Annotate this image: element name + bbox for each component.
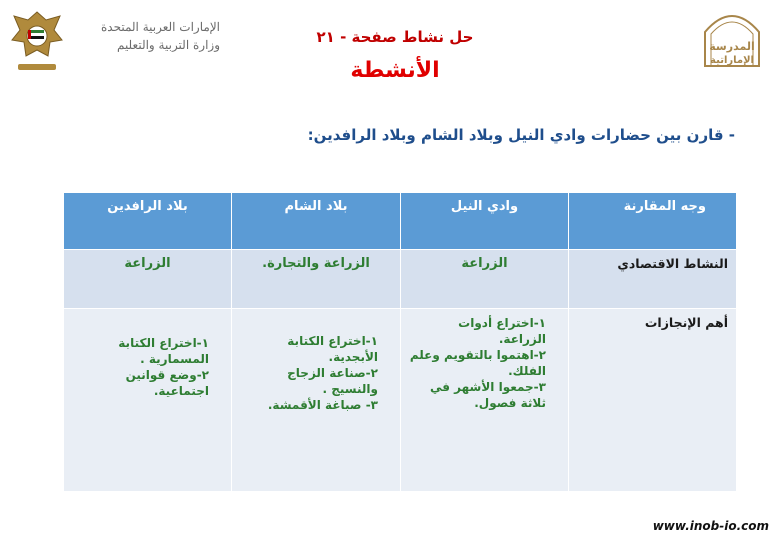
list-item: ٣- صباغة الأقمشة.	[267, 398, 378, 412]
school-logo-icon	[695, 6, 769, 70]
cell-mesopotamia-economy: الزراعة	[64, 250, 232, 309]
ministry-name	[70, 18, 220, 54]
school-logo-line-2: الإماراتية	[710, 55, 754, 66]
question-text: - قارن بين حضارات وادي النيل وبلاد الشام وبلاد الرافدين:	[307, 126, 735, 144]
uae-emblem-icon	[8, 6, 66, 76]
list-item: ٣-جمعوا الأشهر في ثلاثة فصول.	[429, 380, 546, 410]
ministry-line-1: الإمارات العربية المتحدة	[101, 20, 220, 34]
list-item: ٢-وضع قوانين اجتماعية.	[125, 368, 209, 398]
list-item: ١-اختراع الكتابة الأبجدية.	[287, 334, 378, 364]
ministry-line-2: وزارة التربية والتعليم	[116, 38, 220, 52]
cell-nile-economy: الزراعة	[401, 250, 569, 309]
cell-nile-achievements	[401, 309, 569, 492]
header-comparison-aspect: وجه المقارنة	[569, 193, 737, 250]
list-item: ١-اختراع أدوات الزراعة.	[458, 316, 546, 346]
cell-levant-economy: الزراعة والتجارة.	[232, 250, 401, 309]
row-label-achievements: أهم الإنجازات	[569, 309, 737, 492]
list-item: ١-اختراع الكتابة المسمارية .	[118, 336, 209, 366]
header-mesopotamia: بلاد الرافدين	[64, 193, 232, 250]
header-nile-valley: وادي النيل	[401, 193, 569, 250]
table-header-row	[64, 193, 737, 250]
school-logo-line-1: المدرسة	[709, 40, 755, 53]
list-item: ٢-اهتموا بالتقويم وعلم الفلك.	[409, 348, 546, 378]
header-levant: بلاد الشام	[232, 193, 401, 250]
page-title: حل نشاط صفحة - ٢١	[316, 28, 474, 46]
table-row	[64, 250, 737, 309]
row-label-economic-activity: النشاط الاقتصادي	[569, 250, 737, 309]
page-subtitle: الأنشطة	[350, 58, 440, 83]
cell-mesopotamia-achievements	[64, 309, 232, 492]
cell-levant-achievements	[232, 309, 401, 492]
comparison-table	[63, 192, 737, 492]
footer-website: www.inob-io.com	[652, 519, 769, 533]
list-item: ٢-صناعة الزجاج والنسيج .	[287, 366, 378, 396]
table-row	[64, 309, 737, 492]
